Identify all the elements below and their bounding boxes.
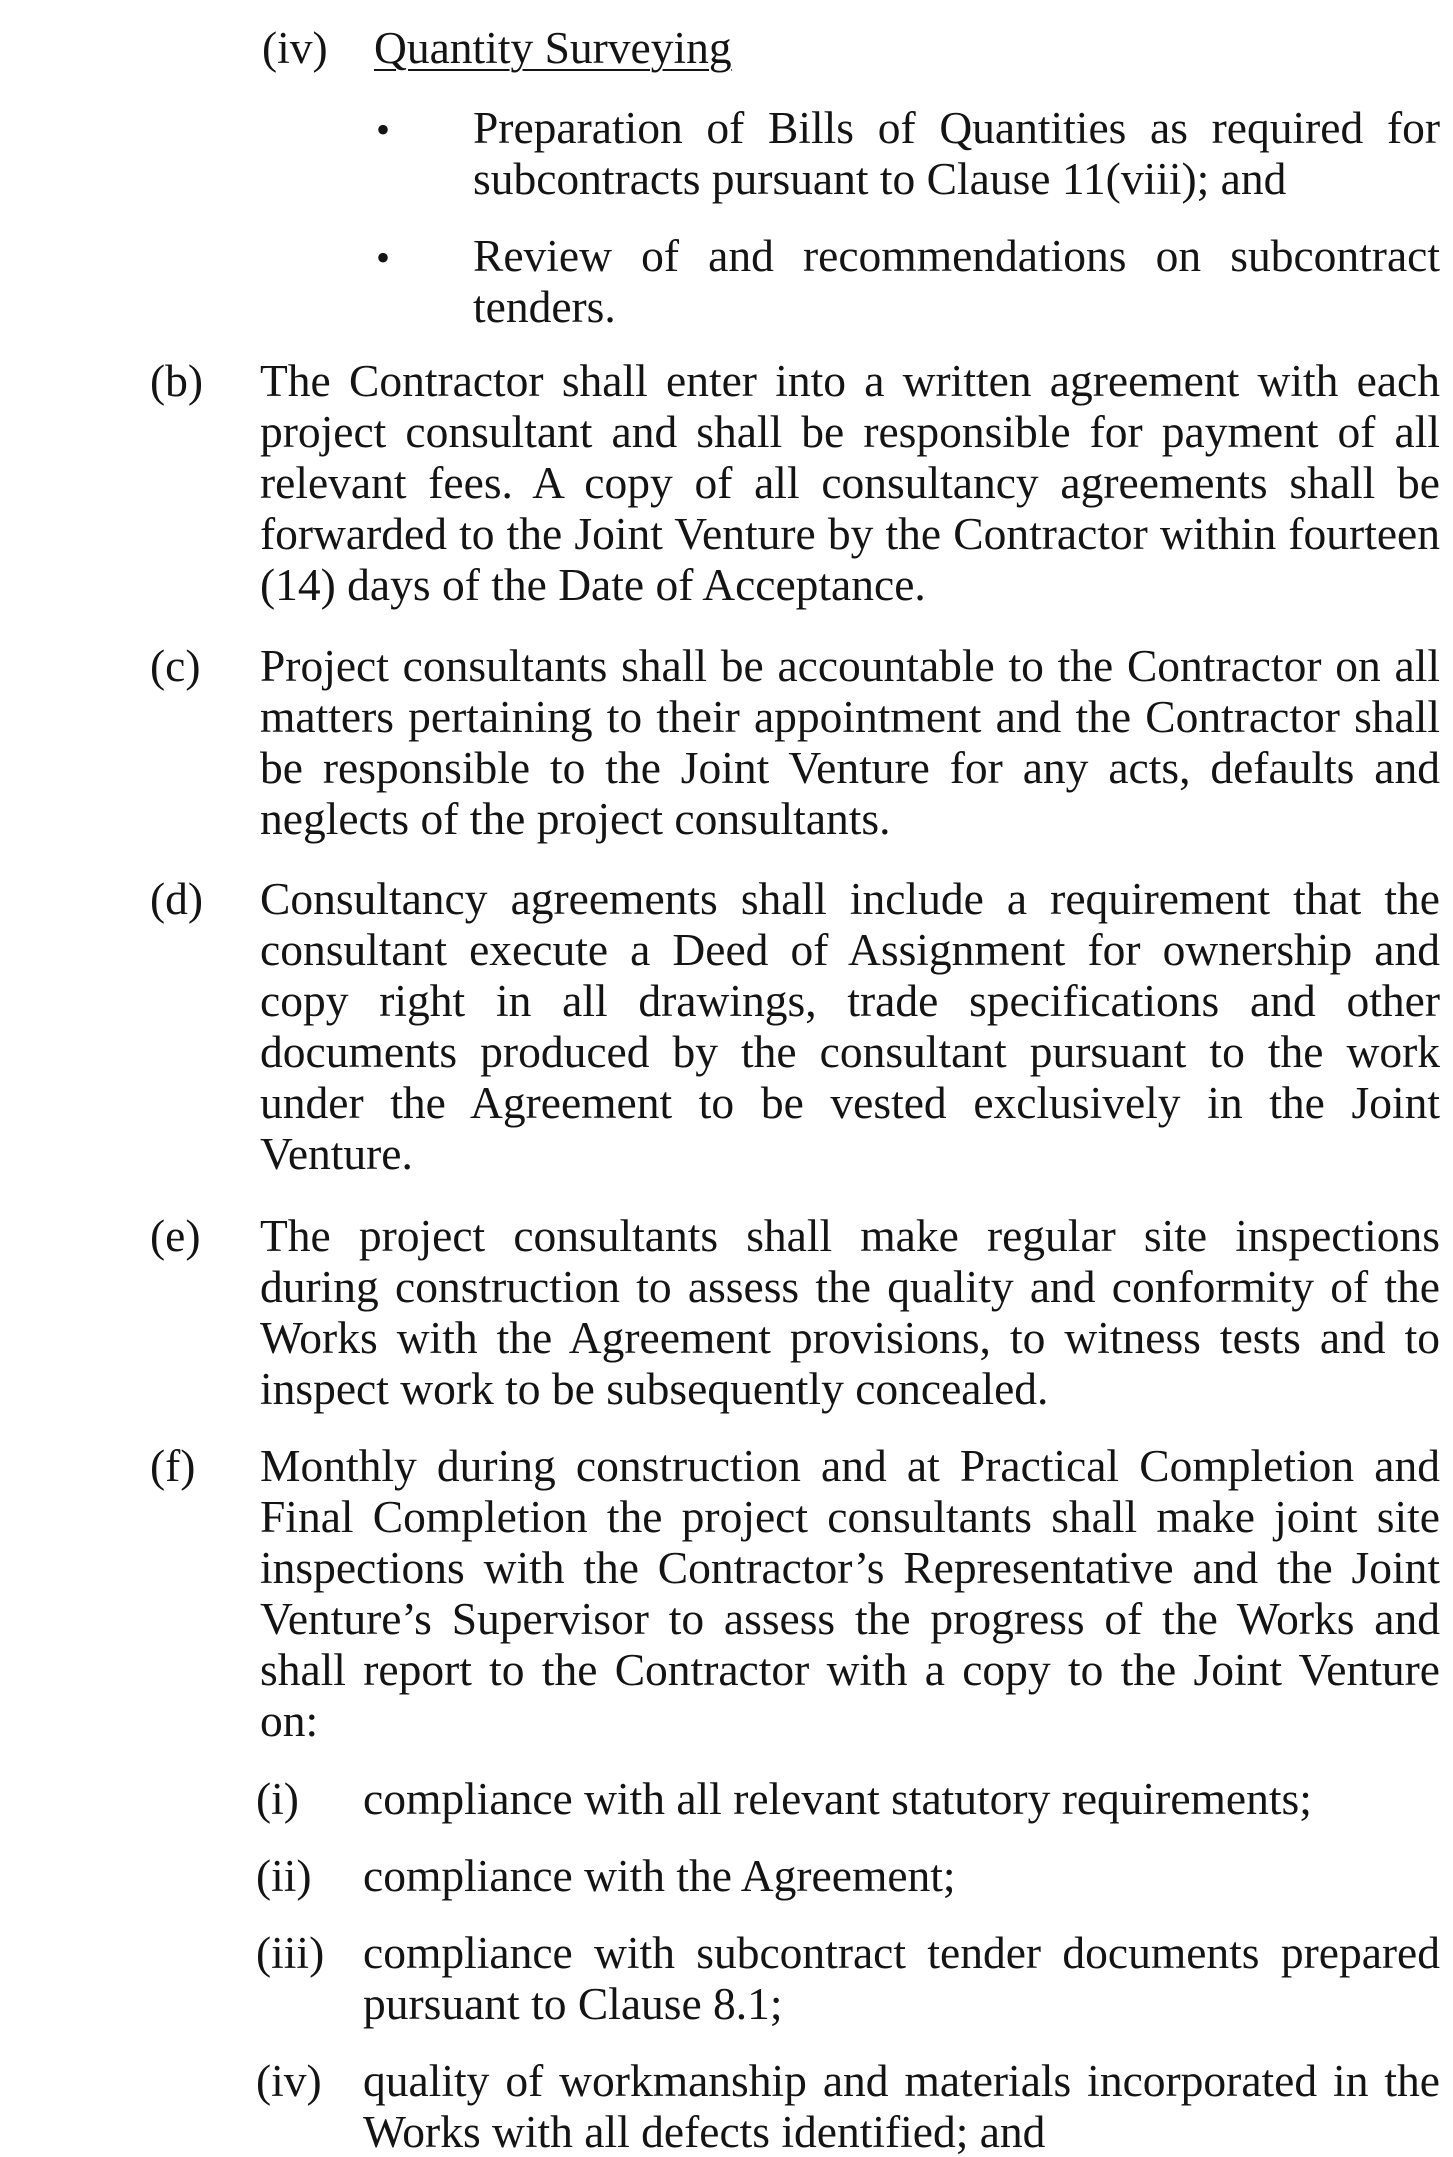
bullet-symbol: • xyxy=(376,235,391,280)
subitem-text: compliance with all relevant statutory requirements; xyxy=(363,1773,1312,1824)
paragraph-f xyxy=(0,1440,1453,1746)
paragraph-label: (f) xyxy=(150,1440,196,1491)
paragraph-label: (b) xyxy=(150,355,204,406)
subitem-iv xyxy=(0,2055,1453,2157)
bullet-item xyxy=(0,230,1453,340)
subitem-iii xyxy=(0,1927,1453,2037)
paragraph-text: The project consultants shall make regular site inspections during construction to assess the quality and conformity of the Works with the Agreement provisions, to witness tests and to inspect work to be subsequently concealed. xyxy=(260,1210,1440,1414)
subitem-text: compliance with subcontract tender documents prepared pursuant to Clause 8.1; xyxy=(363,1927,1440,2029)
subitem-label: (i) xyxy=(256,1773,299,1824)
subitem-ii xyxy=(0,1850,1453,1905)
bullet-text: Preparation of Bills of Quantities as required for subcontracts pursuant to Clause 11(viii); and xyxy=(473,102,1440,204)
paragraph-text: Consultancy agreements shall include a requirement that the consultant execute a Deed of Assignment for ownership and copy right in all drawings, trade specifications and other documents produced by the consultant pursuant to the work under the Agreement to be vested exclusively in the Joint Venture. xyxy=(260,873,1440,1179)
bullet-symbol: • xyxy=(376,107,391,152)
bullet-item xyxy=(0,102,1453,212)
paragraph-b xyxy=(0,355,1453,615)
paragraph-label: (d) xyxy=(150,873,204,924)
subitem-text: quality of workmanship and materials incorporated in the Works with all defects identified; and xyxy=(363,2055,1440,2157)
paragraph-label: (c) xyxy=(150,640,201,691)
paragraph-e xyxy=(0,1210,1453,1420)
subitem-label: (iv) xyxy=(256,2055,322,2106)
subitem-text: compliance with the Agreement; xyxy=(363,1850,956,1901)
paragraph-c xyxy=(0,640,1453,850)
paragraph-d xyxy=(0,873,1453,1193)
subitem-label: (ii) xyxy=(256,1850,312,1901)
subitem-label: (iii) xyxy=(256,1927,325,1978)
paragraph-label: (e) xyxy=(150,1210,201,1261)
heading-number: (iv) xyxy=(262,22,328,73)
paragraph-text: Project consultants shall be accountable to the Contractor on all matters pertaining to their appointment and the Contractor shall be responsible to the Joint Venture for any acts, defaults and neglects of the project consultants. xyxy=(260,640,1440,844)
bullet-text: Review of and recommendations on subcontract tenders. xyxy=(473,230,1440,332)
subitem-i xyxy=(0,1773,1453,1828)
paragraph-text: Monthly during construction and at Practical Completion and Final Completion the project consultants shall make joint site inspections with the Contractor’s Representative and the Joint Venture’s Supervisor to assess the progress of the Works and shall report to the Contractor with a copy to the Joint Venture on: xyxy=(260,1440,1440,1746)
paragraph-text: The Contractor shall enter into a written agreement with each project consultant and shall be responsible for payment of all relevant fees. A copy of all consultancy agreements shall be forwarded to the Joint Venture by the Contractor within fourteen (14) days of the Date of Acceptance. xyxy=(260,355,1440,610)
section-heading-quantity-surveying xyxy=(0,22,1453,82)
heading-title: Quantity Surveying xyxy=(374,22,732,73)
